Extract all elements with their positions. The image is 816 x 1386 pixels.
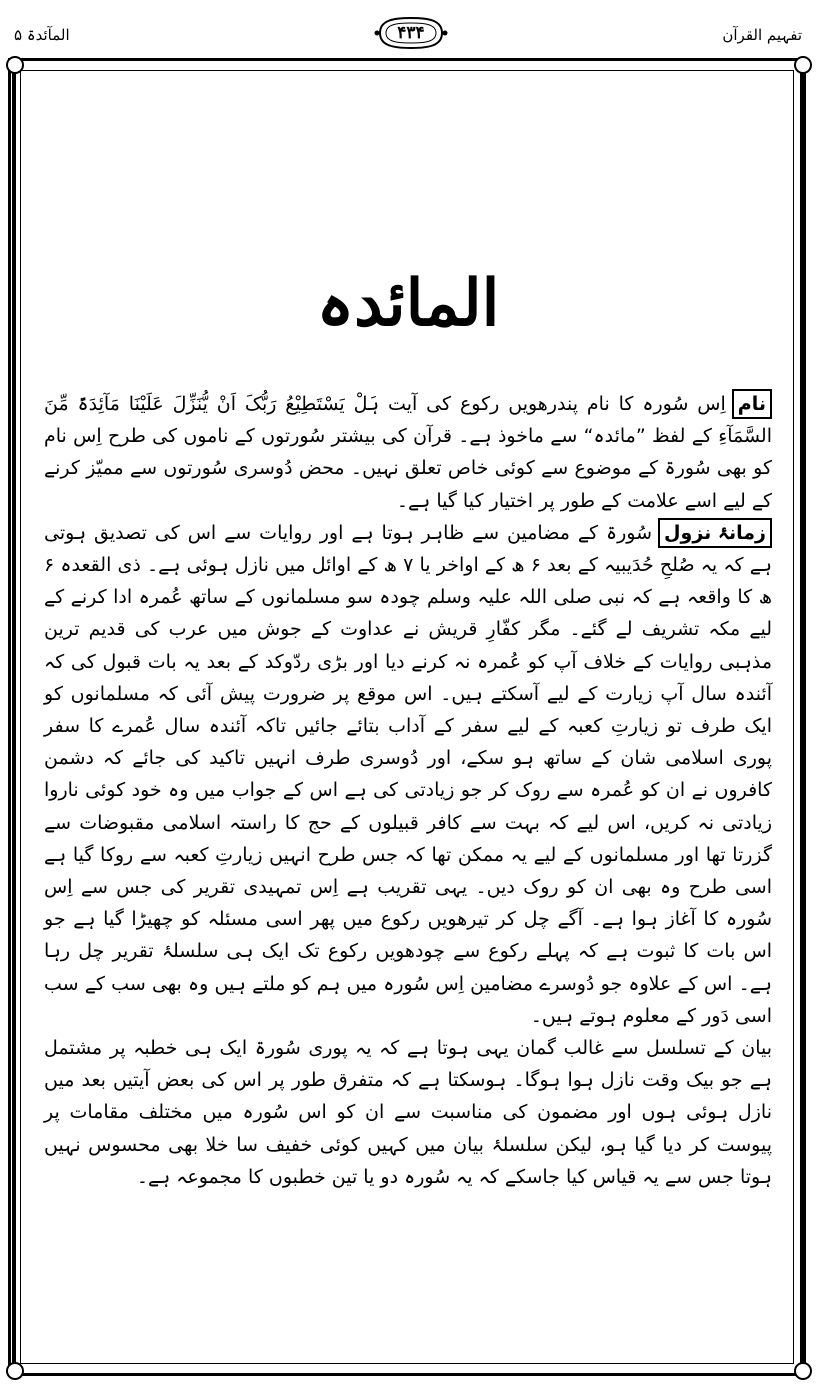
section-text: سُورۃ کے مضامین سے ظاہر ہوتا ہے اور روایات سے اس کی تصدیق ہوتی ہے کہ یہ صُلحِ حُدَیبیہ کے بعد ۶ ھ کے اواخر یا ۷ ھ کے اوائل میں نازل ہوئی ہے۔ ذی القعدہ ۶ ھ کا واقعہ ہے کہ نبی صلی اللہ علیہ وسلم چودہ سو مسلمانوں کے ساتھ عُمرہ ادا کرنے کے لیے مکہ تشریف لے گئے۔ مگر کفّارِ قریش نے عداوت کے جوش میں عرب کی قدیم ترین مذہبی روایات کے خلاف آپ کو عُمرہ نہ کرنے دیا اور بڑی ردّوکد کے بعد یہ بات قبول کی کہ آئندہ سال آپ زیارت کے لیے آسکتے ہیں۔ اس موقع پر ضرورت پیش آئی کہ مسلمانوں کو ایک طرف تو زیارتِ کعبہ کے لیے سفر کے آداب بتائے جائیں تاکہ آئندہ سال عُمرے کا سفر پوری اسلامی شان کے ساتھ ہو سکے، اور دُوسری طرف انہیں تاکید کی جائے کہ دشمن کافروں نے ان کو عُمرہ سے روک کر جو زیادتی کی ہے اس کے جواب میں وہ خود کوئی ناروا زیادتی نہ کریں، اس لیے کہ بہت سے کافر قبیلوں کے حج کا راستہ اسلامی مقبوضات سے گزرتا تھا اور مسلمانوں کے لیے یہ ممکن تھا کہ جس طرح انہیں زیارتِ کعبہ سے روکا گیا ہے اسی طرح وہ بھی ان کو روک دیں۔ یہی تقریب ہے اِس تمہیدی تقریر کی جس سے اِس سُورہ کا آغاز ہوا ہے۔ آگے چل کر تیرھویں رکوع میں پھر اسی مسئلہ کو چھیڑا گیا ہے جو اس بات کا ثبوت ہے کہ پہلے رکوع سے چودھویں رکوع تک ایک ہی سلسلۂ تقریر چل رہا ہے۔ اس کے علاوہ جو دُوسرے مضامین اِس سُورہ میں ہم کو ملتے ہیں وہ بھی سب کے سب اسی دَور کے معلوم ہوتے ہیں۔ (44, 521, 773, 1027)
frame-corner-ornament-icon (794, 56, 812, 74)
arabic-verse: ہَلْ یَسْتَطِیْعُ رَبُّکَ اَنْ یُّنَزِّلَ عَلَیْنَا مَآئِدَۃً مِّنَ السَّمَآءِ (44, 393, 772, 448)
frame-pillar-left (12, 70, 16, 1364)
page-number-text: ۴۳۴ (397, 23, 425, 43)
frame-corner-ornament-icon (794, 1362, 812, 1380)
section-text-continued: کے لفظ ”مائدہ“ سے ماخوذ ہے۔ قرآن کی بیشتر سُورتوں کے ناموں کی طرح اِس نام کو بھی سُورۃ کے موضوع سے کوئی خاص تعلق نہیں۔ محض دُوسری سُورتوں سے ممیّز کرنے کے لیے اسے علامت کے طور پر اختیار کیا گیا ہے۔ (44, 425, 772, 512)
section-text: بیان کے تسلسل سے غالب گمان یہی ہوتا ہے کہ یہ پوری سُورۃ ایک ہی خطبہ پر مشتمل ہے جو بیک وقت نازل ہوا ہوگا۔ ہوسکتا ہے کہ متفرق طور پر اس کی بعض آیتیں بعد میں نازل ہوئی ہوں اور مضمون کی مناسبت سے ان کو اس سُورہ میں مختلف مقامات پر پیوست کر دیا گیا ہو، لیکن سلسلۂ بیان میں کہیں کوئی خفیف سا خلا بھی محسوس نہیں ہوتا جس سے یہ قیاس کیا جاسکے کہ یہ سُورہ دو یا تین خطبوں کا مجموعہ ہے۔ (44, 1037, 772, 1188)
page-number (374, 14, 448, 52)
section-label: زمانۂ نزول (658, 518, 772, 548)
section-text: اِس سُورہ کا نام پندرھویں رکوع کی آیت (379, 393, 726, 415)
frame-corner-ornament-icon (6, 56, 24, 74)
running-header-book-title: تفہیم القرآن (722, 26, 802, 44)
body-text (44, 388, 772, 1193)
section-label: نام (732, 389, 772, 419)
running-header-surah: المآئدۃ ۵ (14, 26, 70, 44)
surah-title: المائدہ (316, 266, 500, 341)
section-revelation (44, 517, 772, 1032)
frame-corner-ornament-icon (6, 1362, 24, 1380)
section-continuity (44, 1032, 772, 1193)
frame-pillar-right (800, 70, 804, 1364)
section-name (44, 388, 772, 517)
